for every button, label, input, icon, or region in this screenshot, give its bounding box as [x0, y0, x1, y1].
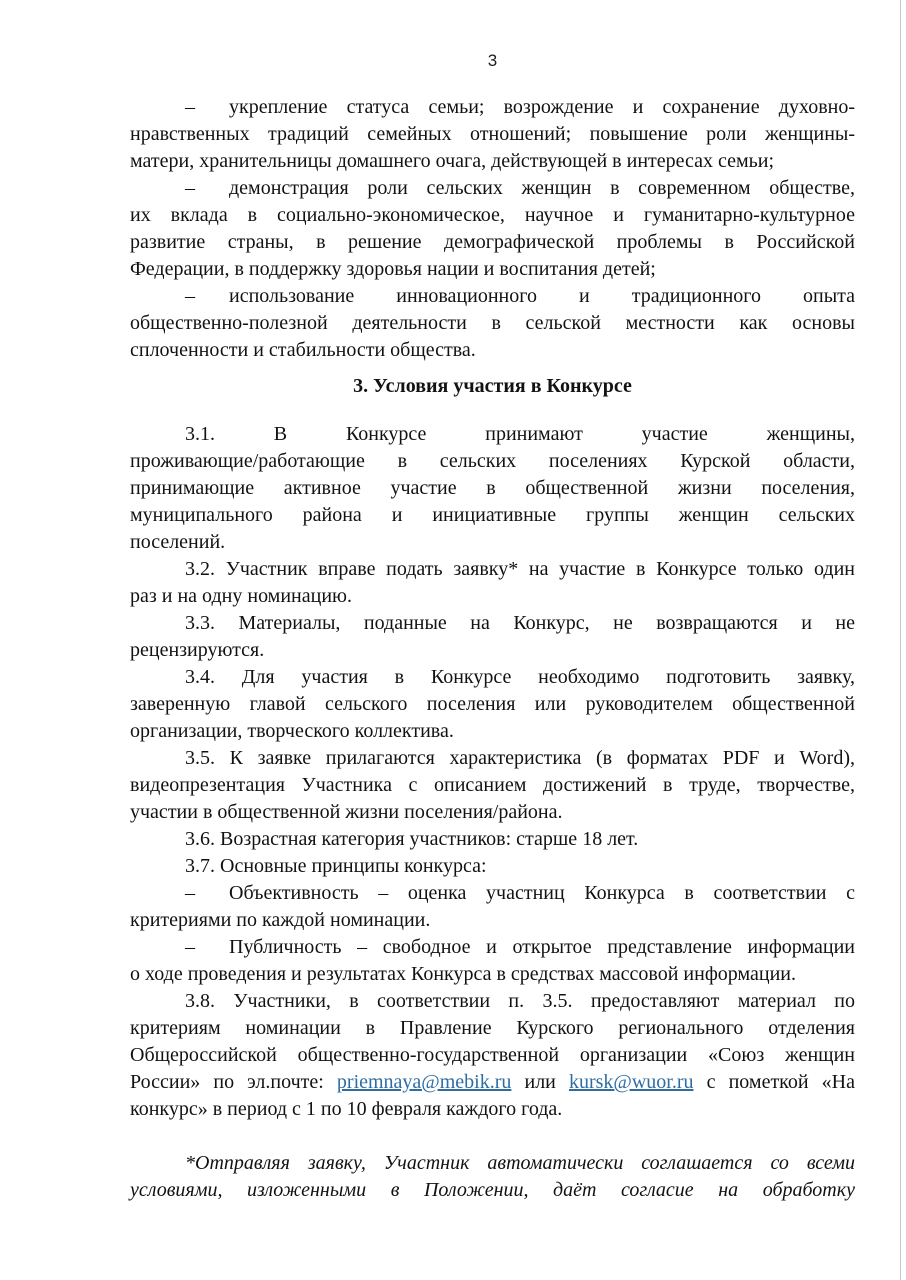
bullet-line: [130, 880, 855, 907]
line-text: нравственных традиций семейных отношений; повышение роли женщины-: [130, 123, 855, 145]
line-text: развитие страны, в решение демографической проблемы в Российской: [130, 231, 855, 253]
line-text: конкурс» в период с 1 по 10 февраля каждого года.: [130, 1098, 563, 1120]
bullet-line: [130, 283, 855, 310]
paragraph-clause-3-1: [130, 421, 855, 556]
paragraph-publicity: [130, 934, 855, 988]
text-line: [130, 529, 855, 556]
text-line: [130, 691, 855, 718]
line-text: условиями, изложенными в Положении, даёт согласие на обработку: [130, 1179, 855, 1201]
paragraph-innovation-experience: [130, 283, 855, 364]
line-text: 3.7. Основные принципы конкурса:: [185, 855, 487, 877]
text-line: [130, 310, 855, 337]
paragraph-family-status: [130, 94, 855, 175]
text-line: [130, 799, 855, 826]
text-line: [130, 229, 855, 256]
line-text: или: [511, 1071, 569, 1093]
line-text: с пометкой «На: [693, 1071, 856, 1093]
page-right-edge: [900, 0, 901, 1280]
paragraph-clause-3-8: [130, 988, 855, 1123]
line-text: муниципального района и инициативные группы женщин сельских: [130, 504, 855, 526]
line-text: раз и на одну номинацию.: [130, 585, 352, 607]
bullet-dash: –: [185, 96, 195, 118]
text-line: [130, 772, 855, 799]
line-text: рецензируются.: [130, 639, 265, 661]
bullet-line: [130, 934, 855, 961]
line-text: Объективность – оценка участниц Конкурса в соответствии с: [229, 882, 855, 904]
line-text: участии в общественной жизни поселения/района.: [130, 801, 563, 823]
line-text: 3.3. Материалы, поданные на Конкурс, не возвращаются и не: [185, 612, 855, 634]
line-text: Публичность – свободное и открытое представление информации: [229, 936, 855, 958]
line-text: поселений.: [130, 531, 226, 553]
text-line: [130, 202, 855, 229]
text-line: [130, 1042, 855, 1069]
text-line: [130, 664, 855, 691]
line-text: 3.1. В Конкурсе принимают участие женщины,: [185, 423, 855, 445]
text-line-with-links: [130, 1069, 855, 1096]
paragraph-clause-3-5: [130, 745, 855, 826]
text-line: [130, 610, 855, 637]
email-link-kursk[interactable]: kursk@wuor.ru: [568, 1071, 694, 1093]
line-text: организации, творческого коллектива.: [130, 720, 454, 742]
text-line: [130, 475, 855, 502]
text-line: [130, 718, 855, 745]
text-line: [130, 421, 855, 448]
text-line: [130, 1015, 855, 1042]
text-line: [130, 121, 855, 148]
text-line: [130, 745, 855, 772]
text-line: [130, 556, 855, 583]
text-line: [130, 148, 855, 175]
line-text: сплоченности и стабильности общества.: [130, 339, 476, 361]
paragraph-clause-3-6: [130, 826, 855, 853]
paragraph-demonstration-role: [130, 175, 855, 283]
line-text: демонстрация роли сельских женщин в современном обществе,: [229, 177, 855, 199]
paragraph-objectivity: [130, 880, 855, 934]
section-3-heading: 3. Условия участия в Конкурсе: [353, 375, 632, 397]
footnote-consent: [130, 1150, 855, 1204]
line-text: использование инновационного и традиционного опыта: [229, 285, 855, 307]
line-text: принимающие активное участие в общественной жизни поселения,: [130, 477, 855, 499]
text-line: [130, 988, 855, 1015]
line-text: 3.8. Участники, в соответствии п. 3.5. предоставляют материал по: [185, 990, 855, 1012]
text-line: [130, 448, 855, 475]
line-text: 3.5. К заявке прилагаются характеристика (в форматах PDF и Word),: [185, 747, 855, 769]
line-text: критериям номинации в Правление Курского регионального отделения: [130, 1017, 855, 1039]
line-text: их вклада в социально-экономическое, научное и гуманитарно-культурное: [130, 204, 855, 226]
bullet-dash: –: [185, 285, 195, 307]
text-line: [130, 256, 855, 283]
line-text: 3.4. Для участия в Конкурсе необходимо подготовить заявку,: [185, 666, 855, 688]
bullet-dash: –: [185, 882, 195, 904]
line-text: видеопрезентация Участника с описанием достижений в труде, творчестве,: [130, 774, 855, 796]
bullet-line: [130, 175, 855, 202]
text-line: [130, 826, 855, 853]
text-line: [130, 907, 855, 934]
text-line: [130, 637, 855, 664]
paragraph-clause-3-2: [130, 556, 855, 610]
line-text: общественно-полезной деятельности в сельской местности как основы: [130, 312, 855, 334]
line-text: матери, хранительницы домашнего очага, действующей в интересах семьи;: [130, 150, 775, 172]
text-line: [130, 853, 855, 880]
line-text: заверенную главой сельского поселения или руководителем общественной: [130, 693, 855, 715]
document-body: [130, 94, 855, 1204]
footnote-line: [130, 1150, 855, 1177]
text-line: [130, 583, 855, 610]
line-text: 3.6. Возрастная категория участников: старше 18 лет.: [185, 828, 639, 850]
page-number: 3: [487, 51, 498, 70]
bullet-dash: –: [185, 177, 195, 199]
text-line: [130, 961, 855, 988]
line-text: России» по эл.почте:: [130, 1071, 337, 1093]
text-line: [130, 502, 855, 529]
line-text: проживающие/работающие в сельских поселениях Курской области,: [130, 450, 855, 472]
line-text: *Отправляя заявку, Участник автоматически соглашается со всеми: [185, 1152, 855, 1174]
line-text: о ходе проведения и результатах Конкурса в средствах массовой информации.: [130, 963, 796, 985]
paragraph-clause-3-4: [130, 664, 855, 745]
line-text: критериями по каждой номинации.: [130, 909, 431, 931]
paragraph-clause-3-3: [130, 610, 855, 664]
bullet-line: [130, 94, 855, 121]
paragraph-clause-3-7: [130, 853, 855, 880]
line-text: 3.2. Участник вправе подать заявку* на участие в Конкурсе только один: [185, 558, 855, 580]
line-text: укрепление статуса семьи; возрождение и сохранение духовно-: [229, 96, 855, 118]
footnote-line: [130, 1177, 855, 1204]
email-link-priemnaya[interactable]: priemnaya@mebik.ru: [336, 1071, 512, 1093]
bullet-dash: –: [185, 936, 195, 958]
line-text: Общероссийской общественно-государственной организации «Союз женщин: [130, 1044, 855, 1066]
text-line: [130, 1096, 855, 1123]
line-text: Федерации, в поддержку здоровья нации и воспитания детей;: [130, 258, 656, 280]
text-line: [130, 337, 855, 364]
